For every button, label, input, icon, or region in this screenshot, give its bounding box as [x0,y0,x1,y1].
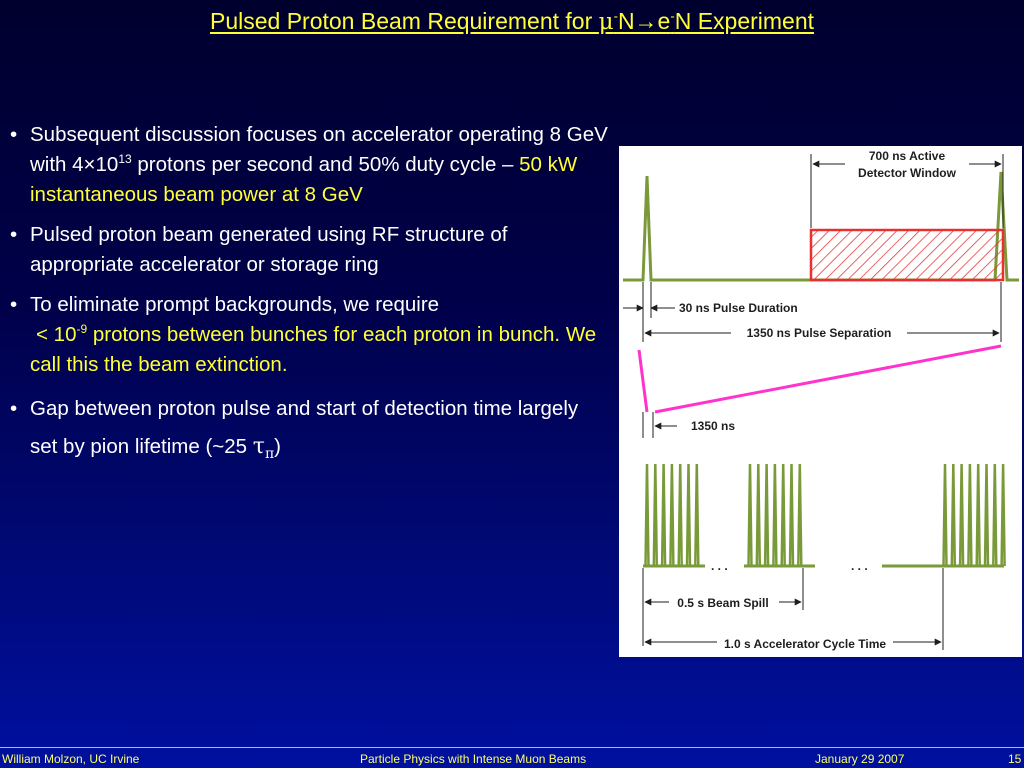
spill-pulse [993,464,996,566]
bullet-2-text: Pulsed proton beam generated using RF structure of appropriate accelerator or storage ring [30,223,508,276]
bullet-4-text-2: ) [274,435,281,458]
bullet-3-highlight-1: < 10 [36,323,77,346]
spill-pulse [646,464,649,566]
bullet-3-highlight-2: protons between bunches for each proton in bunch. We call this the beam extinction. [30,323,597,376]
spill-pulse [773,464,776,566]
spill-pulse [952,464,955,566]
spill-pulse [765,464,768,566]
title-sup-1: - [613,8,618,24]
bullet-dot: • [10,123,18,146]
spill-pulse [944,464,947,566]
spill-pulse [968,464,971,566]
spill-pulse [654,464,657,566]
cycle-time-label: 1.0 s Accelerator Cycle Time [723,637,887,651]
footer-talk-title: Particle Physics with Intense Muon Beams [360,752,587,766]
spill-pulse [749,464,752,566]
dots-right: . . . [851,559,868,573]
spill-pulse [798,464,801,566]
spill-pulse-train [646,464,1005,566]
bullet-dot: • [10,293,18,316]
window-label-1: 700 ns Active [868,149,946,163]
spill-pulse [782,464,785,566]
beam-timing-diagram [619,146,1022,657]
spill-pulse [662,464,665,566]
bullet-1-highlight: 50 kW instantaneous beam power at 8 GeV [30,153,578,206]
title-text-1: Pulsed Proton Beam Requirement for [209,8,599,34]
footer-page-number: 15 [1008,752,1022,766]
bullet-1-sup: 13 [118,152,132,167]
spill-pulse [790,464,793,566]
bullet-3-sup: -9 [76,322,88,337]
title-sup-2: - [670,8,675,24]
zoom-line-left [639,350,647,412]
bullet-dot: • [10,223,18,246]
bullet-list [8,120,608,483]
footer-date: January 29 2007 [815,752,905,766]
timing-diagram-svg [619,146,1022,657]
bullet-4-text: Gap between proton pulse and start of detection time largely set by pion lifetime (~25 [30,397,579,458]
beam-spill-label: 0.5 s Beam Spill [677,596,769,610]
footer-author: William Molzon, UC Irvine [2,752,140,766]
bullet-dot: • [10,397,18,420]
detector-window-box [811,230,1003,280]
bullet-accelerator [8,120,608,210]
bullet-pulsed-beam [8,220,608,280]
spill-pulse [960,464,963,566]
pulse-duration-label: 30 ns Pulse Duration [679,301,798,315]
bullet-1-text-2: protons per second and 50% duty cycle – [131,153,520,176]
bullet-1-text: Subsequent discussion focuses on accelerator operating 8 GeV with 4×10 [30,123,608,176]
spill-pulse [679,464,682,566]
spill-pulse [977,464,980,566]
spill-pulse [985,464,988,566]
spill-pulse [1002,464,1005,566]
footer-divider [0,747,1024,748]
zoom-line-right [655,346,1001,412]
title-text-2: N→e [617,8,671,34]
pi-subscript: π [264,446,275,463]
spill-pulse [670,464,673,566]
title-mu: μ [598,9,614,35]
bullet-3-text: To eliminate prompt backgrounds, we require [30,293,440,316]
title-text-3: N Experiment [674,8,815,34]
spill-pulse [687,464,690,566]
pulse-separation-label: 1350 ns Pulse Separation [746,326,892,340]
dots-left: . . . [711,559,728,573]
zoom-label: 1350 ns [691,419,736,433]
slide-title [0,8,1024,35]
window-label-2: Detector Window [858,166,956,180]
spill-pulse [695,464,698,566]
bullet-extinction [8,290,608,380]
tau-symbol: τ [252,434,265,459]
spill-pulse [757,464,760,566]
bullet-pion-lifetime [8,390,608,473]
